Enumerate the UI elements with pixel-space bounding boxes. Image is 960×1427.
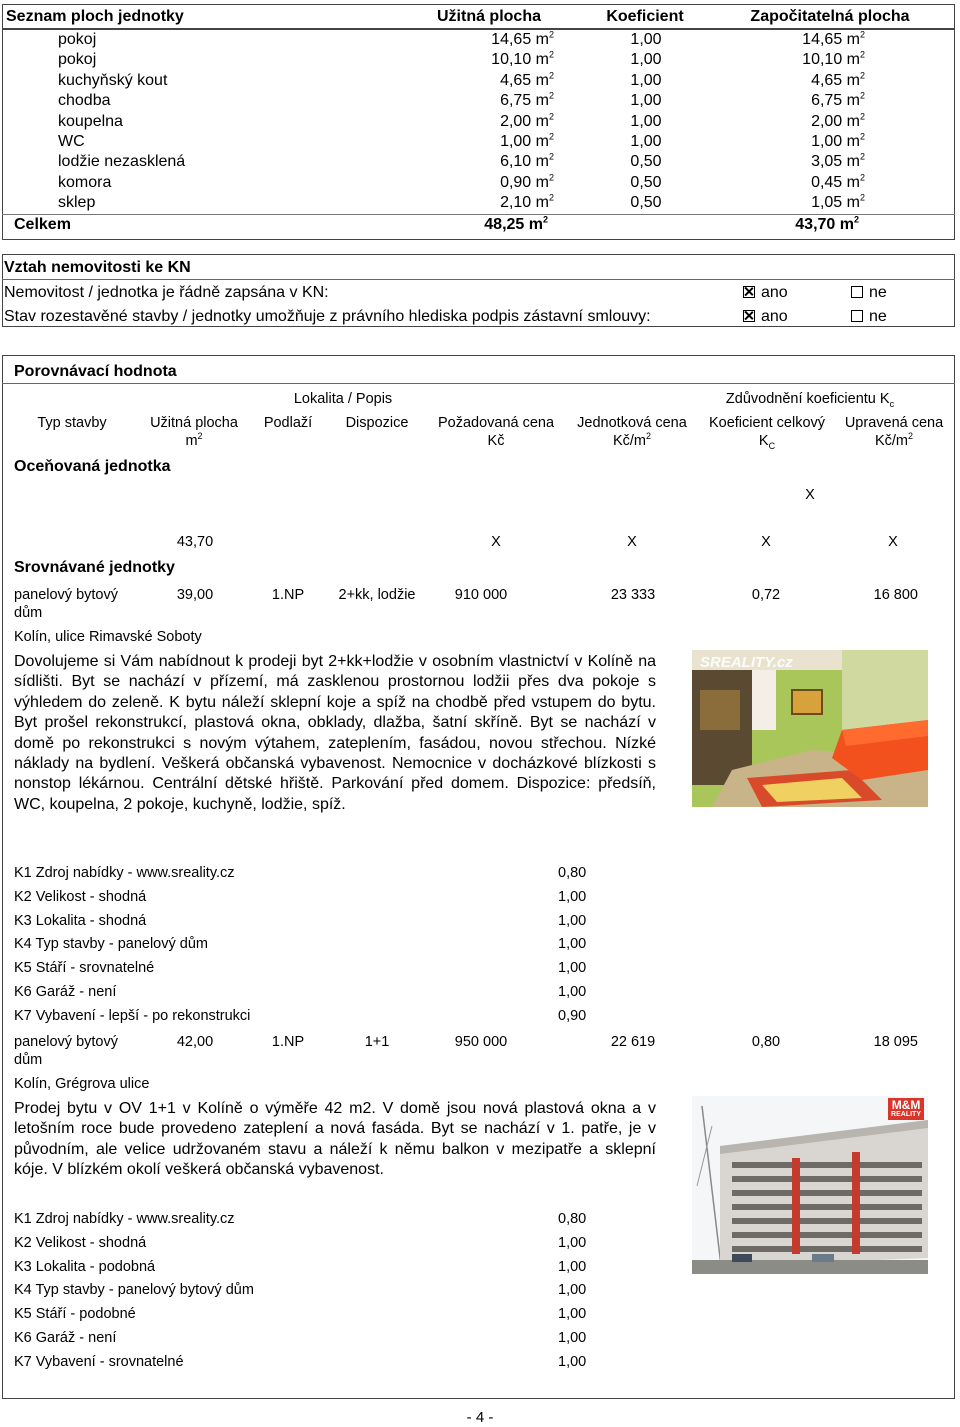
kn-title-rule [2, 279, 955, 280]
area-row-counted [700, 92, 865, 110]
apartment-building-photo [692, 1096, 928, 1274]
listing-2-location: Kolín, Grégrova ulice [14, 1076, 150, 1092]
comparison-title: Porovnávací hodnota [14, 363, 177, 380]
factor-label: K4 Typ stavby - panelový bytový dům [14, 1282, 254, 1298]
sq-mark: 2 [859, 151, 865, 162]
area-row-coef [596, 133, 696, 151]
listing-1-area: 39,00 [176, 587, 214, 603]
factor-value: 1,00 [558, 936, 587, 952]
area-row-name [58, 194, 95, 212]
living-room-photo [692, 650, 928, 807]
area-row-name-value: WC [58, 133, 85, 150]
area-total-label: Celkem [14, 216, 71, 233]
listing-1-layout: 2+kk, lodžie [338, 587, 416, 603]
area-total-usable-value: 48,25 m [484, 216, 543, 233]
area-row-usable-value: 14,65 m [491, 31, 549, 48]
factor-label: K6 Garáž - není [14, 984, 117, 1000]
col-area-line-2 [138, 432, 250, 450]
area-row-counted [700, 31, 865, 49]
factor-value: 1,00 [558, 1235, 587, 1251]
area-row-counted-value: 3,05 m [811, 153, 860, 170]
area-row-counted [700, 194, 865, 212]
area-row-name-value: pokoj [58, 31, 97, 48]
listing-1-price: 910 000 [454, 587, 508, 603]
kn-q2-yes-label: ano [761, 308, 788, 325]
sq-mark: 2 [548, 151, 554, 162]
factor-label: K7 Vybavení - lepší - po rekonstrukci [14, 1008, 251, 1024]
col-floor-header: Podlaží [263, 415, 313, 431]
factor-value: 1,00 [558, 1306, 587, 1322]
comparison-title-rule [2, 383, 955, 384]
area-row-counted-value: 1,05 m [811, 194, 860, 211]
area-row-usable [400, 194, 554, 212]
area-row-coef-value: 0,50 [630, 194, 662, 211]
factor-value: 0,80 [558, 1211, 587, 1227]
sq-mark: 2 [548, 90, 554, 101]
listing-1-type-line-1: panelový bytový [14, 587, 118, 603]
area-row-coef-value: 1,00 [630, 113, 662, 130]
area-row-counted [700, 51, 865, 69]
col-coef-header [700, 414, 834, 455]
area-row-coef [596, 51, 696, 69]
valued-adjusted-mark: X [888, 534, 898, 550]
col-unit-unit: Kč/m [612, 433, 646, 449]
group-location-label: Lokalita / Popis [293, 391, 393, 407]
sq-mark: 2 [859, 49, 865, 60]
col-layout-header: Dispozice [345, 415, 409, 431]
area-row-usable-value: 10,10 m [491, 51, 549, 68]
sq-mark: 2 [859, 192, 865, 203]
area-row-coef [596, 72, 696, 90]
compared-units-title: Srovnávané jednotky [14, 559, 175, 576]
factor-value: 1,00 [558, 913, 587, 929]
listing-1-type [14, 586, 118, 622]
area-row-counted-value: 14,65 m [802, 31, 860, 48]
sq-mark: 2 [859, 131, 865, 142]
area-row-usable [400, 153, 554, 171]
sq-mark: 2 [548, 131, 554, 142]
area-row-coef [596, 113, 696, 131]
col-price-header [428, 414, 564, 450]
listing-2-description: Prodej bytu v OV 1+1 v Kolíně o výměře 42 m2. V domě jsou nová plastová okna a v letošním roce bude provedeno zateplení a nová fasáda. Byt se nachází v 1. patře, je v původním, ale velice udržovaném stavu a náleží k němu balkon v mezipatře a sklepní kóje. V blízkém okolí veškerá občanská vybavenost. [14, 1100, 656, 1179]
col-coef-line-1: Koeficient celkový [708, 415, 826, 431]
col-unit-line-2 [566, 432, 698, 450]
area-row-usable [400, 51, 554, 69]
sq-mark: 2 [542, 214, 548, 225]
factor-label: K1 Zdroj nabídky - www.sreality.cz [14, 1211, 235, 1227]
checkbox-checked-icon[interactable] [743, 310, 755, 322]
listing-2-type-line-2: dům [14, 1052, 43, 1068]
factor-label: K3 Lokalita - shodná [14, 913, 147, 929]
area-row-usable-value: 1,00 m [500, 133, 549, 150]
listing-1-type-line-2: dům [14, 605, 43, 621]
kn-question-1: Nemovitost / jednotka je řádně zapsána v KN: [4, 284, 329, 301]
area-col-usable-header: Užitná plocha [436, 8, 541, 25]
factor-value: 1,00 [558, 889, 587, 905]
kn-q2-no-label: ne [869, 308, 887, 325]
valued-price-mark: X [491, 534, 501, 550]
listing-2-watermark-line-2: REALITY [891, 1111, 921, 1118]
col-coef-line-2 [700, 432, 834, 455]
sq-mark: 2 [859, 90, 865, 101]
sq-mark: 2 [548, 172, 554, 183]
area-row-name-value: kuchyňský kout [58, 72, 168, 89]
col-adj-unit: Kč/m [874, 433, 908, 449]
sq-mark: 2 [548, 111, 554, 122]
sq-mark: 2 [548, 70, 554, 81]
area-col-coef-header: Koeficient [606, 8, 684, 25]
area-row-usable [400, 92, 554, 110]
factor-label: K7 Vybavení - srovnatelné [14, 1354, 184, 1370]
factor-label: K1 Zdroj nabídky - www.sreality.cz [14, 865, 235, 881]
area-row-coef [596, 174, 696, 192]
area-row-counted [700, 113, 865, 131]
area-row-counted-value: 10,10 m [802, 51, 860, 68]
area-row-usable [400, 113, 554, 131]
area-row-coef [596, 153, 696, 171]
kn-q1-no-label: ne [869, 284, 887, 301]
area-row-coef-value: 1,00 [630, 31, 662, 48]
area-row-usable-value: 4,65 m [500, 72, 549, 89]
listing-1-adjusted: 16 800 [873, 587, 918, 603]
col-adj-line-2 [836, 432, 952, 450]
factor-value: 1,00 [558, 1330, 587, 1346]
area-total-usable [400, 216, 548, 234]
col-adjusted-header [836, 414, 952, 450]
factor-value: 1,00 [558, 960, 587, 976]
col-price-line-2: Kč [487, 433, 505, 449]
area-row-usable [400, 72, 554, 90]
area-row-counted [700, 153, 865, 171]
sq-mark: 2 [548, 192, 554, 203]
area-row-name-value: komora [58, 174, 112, 191]
area-row-counted-value: 1,00 m [811, 133, 860, 150]
listing-2-watermark-line-1: M&M [891, 1098, 921, 1112]
valued-x-mark: X [805, 487, 815, 503]
area-row-name [58, 92, 111, 110]
listing-1-location: Kolín, ulice Rimavské Soboty [14, 629, 202, 645]
area-table-title: Seznam ploch jednotky [6, 8, 184, 25]
checkbox-empty-icon[interactable] [851, 310, 863, 322]
area-row-coef-value: 1,00 [630, 92, 662, 109]
sq-mark: 2 [859, 70, 865, 81]
factor-value: 0,90 [558, 1008, 587, 1024]
area-row-name-value: pokoj [58, 51, 97, 68]
area-row-coef-value: 0,50 [630, 174, 662, 191]
sq-mark: 2 [859, 29, 865, 40]
area-row-usable-value: 0,90 m [500, 174, 549, 191]
area-row-counted [700, 72, 865, 90]
area-row-coef-value: 1,00 [630, 133, 662, 150]
factor-value: 0,80 [558, 865, 587, 881]
area-row-counted-value: 6,75 m [811, 92, 860, 109]
page-number: - 4 - [466, 1409, 494, 1426]
area-row-coef-value: 0,50 [630, 153, 662, 170]
listing-2-type-line-1: panelový bytový [14, 1034, 118, 1050]
listing-2-coef: 0,80 [751, 1034, 781, 1050]
sq-mark: 2 [859, 111, 865, 122]
kn-q1-yes-label: ano [761, 284, 788, 301]
checkbox-empty-icon[interactable] [851, 286, 863, 298]
col-price-line-1: Požadovaná cena [437, 415, 555, 431]
sq-mark: 2 [197, 431, 203, 442]
factor-label: K6 Garáž - není [14, 1330, 117, 1346]
factor-label: K5 Stáří - podobné [14, 1306, 136, 1322]
area-row-name [58, 31, 96, 49]
listing-2-watermark [888, 1098, 924, 1120]
col-area-unit: m [185, 433, 198, 449]
col-area-header [138, 414, 250, 450]
kn-q2-no[interactable] [851, 308, 887, 326]
area-total-counted-value: 43,70 m [795, 216, 854, 233]
valued-area: 43,70 [176, 534, 214, 550]
group-reason-text: Zdůvodnění koeficientu K [725, 391, 890, 407]
col-coef-symbol: K [758, 433, 769, 449]
area-row-name [58, 133, 85, 151]
listing-2-floor: 1.NP [271, 1034, 305, 1050]
area-row-coef [596, 194, 696, 212]
factor-label: K3 Lokalita - podobná [14, 1259, 156, 1275]
listing-2-unit-price: 22 619 [610, 1034, 656, 1050]
listing-2-photo [692, 1096, 928, 1274]
checkbox-checked-icon[interactable] [743, 286, 755, 298]
area-table-total-rule [2, 214, 955, 215]
factor-label: K2 Velikost - shodná [14, 889, 147, 905]
col-unit-price-header [566, 414, 698, 450]
area-row-counted [700, 174, 865, 192]
area-row-name-value: sklep [58, 194, 96, 211]
area-row-name [58, 153, 185, 171]
listing-1-floor: 1.NP [271, 587, 305, 603]
listing-1-watermark: SREALITY.cz [700, 654, 793, 671]
listing-2-area: 42,00 [176, 1034, 214, 1050]
listing-1-coef: 0,72 [751, 587, 781, 603]
valued-unit-mark: X [627, 534, 637, 550]
factor-label: K2 Velikost - shodná [14, 1235, 147, 1251]
listing-1-unit-price: 23 333 [610, 587, 656, 603]
group-reason-sub: c [889, 398, 895, 409]
listing-2-type [14, 1033, 118, 1069]
area-row-usable [400, 133, 554, 151]
group-reason-label [700, 390, 920, 413]
area-row-coef [596, 31, 696, 49]
area-row-counted-value: 0,45 m [811, 174, 860, 191]
area-row-name [58, 174, 111, 192]
factor-value: 1,00 [558, 1259, 587, 1275]
area-total-counted [700, 216, 859, 234]
sq-mark: 2 [853, 214, 859, 225]
listing-1-description: Dovolujeme si Vám nabídnout k prodeji byt 2+kk+lodžie v osobním vlastnictví v Kolíně na sídlišti. Byt se nachází v přízemí, má zasklenou prostornou lodžii přes dva pokoje s výhledem do zeleně. K bytu náleží sklepní koje a spíž na chodbě před vstupem do bytu. Byt prošel rekonstrukcí, plastová okna, obklady, dlažba, šatní skříně. Byt se nachází v domě po rekonstrukci s novým výtahem, zateplením, fasádou, novou střechou. Nízké náklady na bydlení. Veškerá občanská vybavenost. Nemocnice v docházkové blízkosti s nonstop lékárnou. Centrální dětské hřiště. Parkování před domem. Dispozice: předsíň, WC, koupelna, 2 pokoje, kuchyně, lodžie, spíž. [14, 653, 656, 813]
kn-q1-no[interactable] [851, 284, 887, 302]
area-row-counted [700, 133, 865, 151]
kn-title: Vztah nemovitosti ke KN [4, 259, 191, 276]
col-type-header: Typ stavby [37, 415, 107, 431]
area-table-header-rule [2, 28, 955, 30]
valued-coef-mark: X [761, 534, 771, 550]
area-col-counted-header: Započitatelná plocha [750, 8, 910, 25]
valued-unit-title: Oceňovaná jednotka [14, 458, 171, 475]
area-row-name [58, 113, 123, 131]
kn-question-2: Stav rozestavěné stavby / jednotky umožňuje z právního hlediska podpis zástavní smlouvy: [4, 308, 651, 325]
factor-value: 1,00 [558, 1354, 587, 1370]
area-row-coef-value: 1,00 [630, 72, 662, 89]
area-row-name-value: koupelna [58, 113, 123, 130]
listing-2-layout: 1+1 [364, 1034, 390, 1050]
listing-2-adjusted: 18 095 [873, 1034, 918, 1050]
sq-mark: 2 [908, 431, 914, 442]
listing-2-price: 950 000 [454, 1034, 508, 1050]
area-row-coef [596, 92, 696, 110]
area-row-usable [400, 31, 554, 49]
factor-value: 1,00 [558, 984, 587, 1000]
area-row-usable [400, 174, 554, 192]
area-row-name-value: lodžie nezasklená [58, 153, 186, 170]
area-row-counted-value: 2,00 m [811, 113, 860, 130]
sq-mark: 2 [859, 172, 865, 183]
col-unit-line-1: Jednotková cena [577, 415, 687, 431]
col-adj-line-1: Upravená cena [844, 415, 944, 431]
sq-mark: 2 [548, 29, 554, 40]
col-coef-sub: C [768, 440, 776, 451]
factor-value: 1,00 [558, 1282, 587, 1298]
factor-label: K5 Stáří - srovnatelné [14, 960, 155, 976]
col-area-line-1: Užitná plocha [150, 415, 238, 431]
area-row-name [58, 51, 96, 69]
area-row-usable-value: 6,75 m [500, 92, 549, 109]
area-row-usable-value: 2,00 m [500, 113, 549, 130]
factor-label: K4 Typ stavby - panelový dům [14, 936, 208, 952]
kn-q2-yes[interactable] [743, 308, 788, 326]
listing-1-photo [692, 650, 928, 807]
kn-q1-yes[interactable] [743, 284, 788, 302]
area-row-name-value: chodba [58, 92, 111, 109]
sq-mark: 2 [548, 49, 554, 60]
area-row-usable-value: 6,10 m [500, 153, 549, 170]
area-row-usable-value: 2,10 m [500, 194, 549, 211]
area-row-coef-value: 1,00 [630, 51, 662, 68]
sq-mark: 2 [646, 431, 652, 442]
area-row-counted-value: 4,65 m [811, 72, 860, 89]
area-row-name [58, 72, 167, 90]
